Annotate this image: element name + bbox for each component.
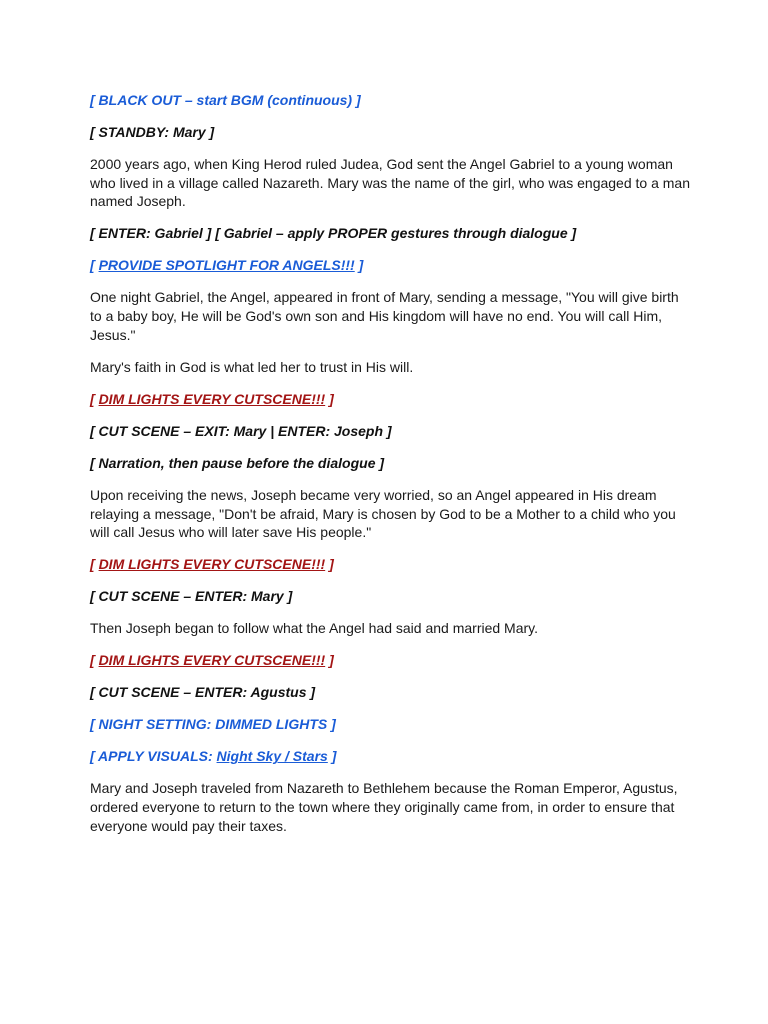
cue-bracket-open: [ [90,390,99,407]
script-body [90,91,690,849]
cue-text: [ STANDBY: Mary ] [90,124,215,140]
paragraph-gabriel-message [90,288,690,344]
cue-text: [ NIGHT SETTING: DIMMED LIGHTS ] [90,716,336,733]
paragraph-joseph-dream [90,486,690,542]
paragraph-bethlehem [90,779,690,835]
cue-dim-lights-3 [90,651,690,670]
cue-bracket-close: ] [325,556,334,573]
paragraph-text: One night Gabriel, the Angel, appeared in front of Mary, sending a message, "You will give birth to a baby boy, He will be God's own son and His kingdom will have no end. You will call Him, Jesus." [90,289,679,343]
paragraph-text: Mary's faith in God is what led her to trust in His will. [90,358,414,375]
cue-link-dim-lights[interactable]: DIM LIGHTS EVERY CUTSCENE!!! [98,652,326,669]
cue-standby-mary [90,123,690,142]
paragraph-mary-faith [90,358,690,377]
cue-cut-exit-mary [90,422,690,441]
cue-link-spotlight[interactable]: PROVIDE SPOTLIGHT FOR ANGELS!!! [98,257,355,274]
cue-link-night-sky[interactable]: Night Sky / Stars [216,748,328,765]
cue-apply-visuals [90,747,690,766]
cue-dim-lights-2 [90,555,690,574]
cue-text: [ Narration, then pause before the dialogue ] [90,454,385,471]
paragraph-married [90,619,690,638]
cue-bracket-close: ] [325,390,334,407]
paragraph-text: 2000 years ago, when King Herod ruled Judea, God sent the Angel Gabriel to a young woman who lived in a village called Nazareth. Mary was the name of the girl, who was engaged to a man named Joseph. [90,156,690,210]
cue-text: [ CUT SCENE – EXIT: Mary | ENTER: Joseph ] [90,422,392,439]
cue-prefix: [ APPLY VISUALS: [90,748,217,765]
cue-bracket-close: ] [325,652,334,669]
cue-text: [ CUT SCENE – ENTER: Agustus ] [90,684,316,701]
cue-text: [ ENTER: Gabriel ] [ Gabriel – apply PROPER gestures through dialogue ] [90,225,577,242]
paragraph-text: Then Joseph began to follow what the Angel had said and married Mary. [90,620,539,637]
cue-cut-enter-agustus [90,683,690,702]
cue-text: [ BLACK OUT – start BGM (continuous) ] [90,92,361,108]
cue-bracket-close: ] [327,748,337,765]
cue-link-dim-lights[interactable]: DIM LIGHTS EVERY CUTSCENE!!! [98,390,326,407]
cue-narration-pause [90,454,690,473]
cue-bracket-open: [ [90,257,99,274]
paragraph-herod [90,155,690,211]
cue-enter-gabriel [90,224,690,243]
cue-dim-lights-1 [90,390,690,409]
cue-cut-enter-mary [90,587,690,606]
cue-blackout [90,91,690,110]
cue-bracket-open: [ [90,556,99,573]
paragraph-text: Mary and Joseph traveled from Nazareth to Bethlehem because the Roman Emperor, Agustus, ordered everyone to return to the town where they originally came from, in order to ensure that everyone would pay their taxes. [90,780,678,834]
cue-night-setting [90,715,690,734]
cue-bracket-close: ] [354,257,364,274]
cue-bracket-open: [ [90,652,99,669]
paragraph-text: Upon receiving the news, Joseph became very worried, so an Angel appeared in His dream relaying a message, "Don't be afraid, Mary is chosen by God to be a Mother to a child who you will call Jesus who will later save His people." [90,486,676,541]
cue-link-dim-lights[interactable]: DIM LIGHTS EVERY CUTSCENE!!! [98,556,326,573]
cue-text: [ CUT SCENE – ENTER: Mary ] [90,588,293,605]
cue-spotlight [90,256,690,275]
